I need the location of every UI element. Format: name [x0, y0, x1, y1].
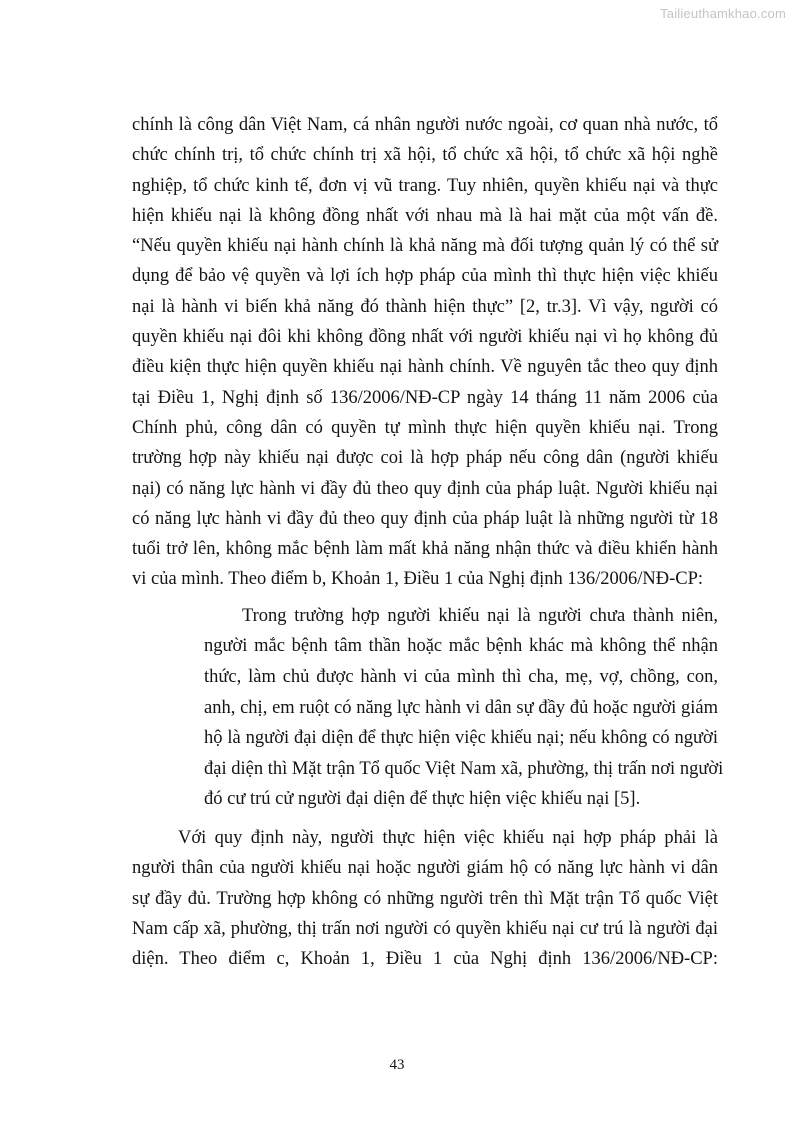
page-body: [132, 110, 724, 974]
quote-line: thức, làm chủ được hành vi của mình thì cha, mẹ, vợ, chồng, con,: [204, 666, 718, 687]
text-line: hiện khiếu nại là không đồng nhất với nhau mà là hai mặt của một vấn đề.: [132, 205, 718, 226]
text-line: có năng lực hành vi đầy đủ theo quy định của pháp luật là những người từ 18: [132, 508, 718, 529]
text-line: Chính phủ, công dân có quyền tự mình thực hiện quyền khiếu nại. Trong: [132, 417, 718, 438]
text-line: quyền khiếu nại đôi khi không đồng nhất với người khiếu nại vì họ không đủ: [132, 327, 718, 348]
text-line: nại) có năng lực hành vi đầy đủ theo quy định của pháp luật. Người khiếu nại: [132, 478, 718, 499]
quote-line: anh, chị, em ruột có năng lực hành vi dân sự đầy đủ hoặc người giám: [204, 697, 718, 718]
quote-line: người mắc bệnh tâm thần hoặc mắc bệnh khác mà không thể nhận: [204, 636, 718, 657]
text-line: “Nếu quyền khiếu nại hành chính là khả năng mà đối tượng quản lý có thể sử: [132, 236, 718, 257]
quote-line: Trong trường hợp người khiếu nại là người chưa thành niên,: [242, 605, 718, 626]
block-quote: [204, 601, 724, 815]
text-line: chính là công dân Việt Nam, cá nhân người nước ngoài, cơ quan nhà nước, tổ: [132, 115, 718, 135]
text-line: điều kiện thực hiện quyền khiếu nại hành chính. Về nguyên tắc theo quy định: [132, 357, 718, 378]
quote-line: hộ là người đại diện để thực hiện việc khiếu nại; nếu không có người: [204, 728, 718, 749]
text-line: nại là hành vi biến khả năng đó thành hiện thực” [2, tr.3]. Vì vậy, người có: [132, 296, 718, 317]
watermark: Tailieuthamkhao.com: [660, 6, 786, 21]
text-line: vi của mình. Theo điểm b, Khoản 1, Điều 1 của Nghị định 136/2006/NĐ-CP:: [132, 569, 704, 590]
text-line: Nam cấp xã, phường, thị trấn nơi người có quyền khiếu nại cư trú là người đại: [132, 918, 718, 939]
text-line: trường hợp này khiếu nại được coi là hợp pháp nếu công dân (người khiếu: [132, 448, 718, 469]
page-number: 43: [389, 1057, 405, 1073]
text-line: dụng để bảo vệ quyền và lợi ích hợp pháp của mình thì thực hiện việc khiếu: [132, 266, 718, 287]
text-line: diện. Theo điểm c, Khoản 1, Điều 1 của Nghị định 136/2006/NĐ-CP:: [132, 949, 718, 970]
paragraph-1: [132, 110, 718, 595]
text-line: nghiệp, tổ chức kinh tế, đơn vị vũ trang. Tuy nhiên, quyền khiếu nại và thực: [132, 175, 718, 196]
text-line: sự đầy đủ. Trường hợp không có những người trên thì Mặt trận Tổ quốc Việt: [132, 888, 718, 909]
quote-line: đó cư trú cử người đại diện để thực hiện việc khiếu nại [5].: [204, 789, 641, 810]
text-line: người thân của người khiếu nại hoặc người giám hộ có năng lực hành vi dân: [132, 858, 718, 879]
text-line: chức chính trị, tổ chức chính trị xã hội, tổ chức xã hội, tổ chức xã hội nghề: [132, 145, 718, 166]
text-line: tại Điều 1, Nghị định số 136/2006/NĐ-CP ngày 14 tháng 11 năm 2006 của: [132, 387, 718, 408]
text-line: tuổi trở lên, không mắc bệnh làm mất khả năng nhận thức và điều khiển hành: [132, 539, 718, 560]
quote-line: đại diện thì Mặt trận Tổ quốc Việt Nam xã, phường, thị trấn nơi người: [204, 758, 724, 779]
paragraph-2: [132, 823, 718, 974]
text-line: Với quy định này, người thực hiện việc khiếu nại hợp pháp phải là: [178, 827, 718, 848]
